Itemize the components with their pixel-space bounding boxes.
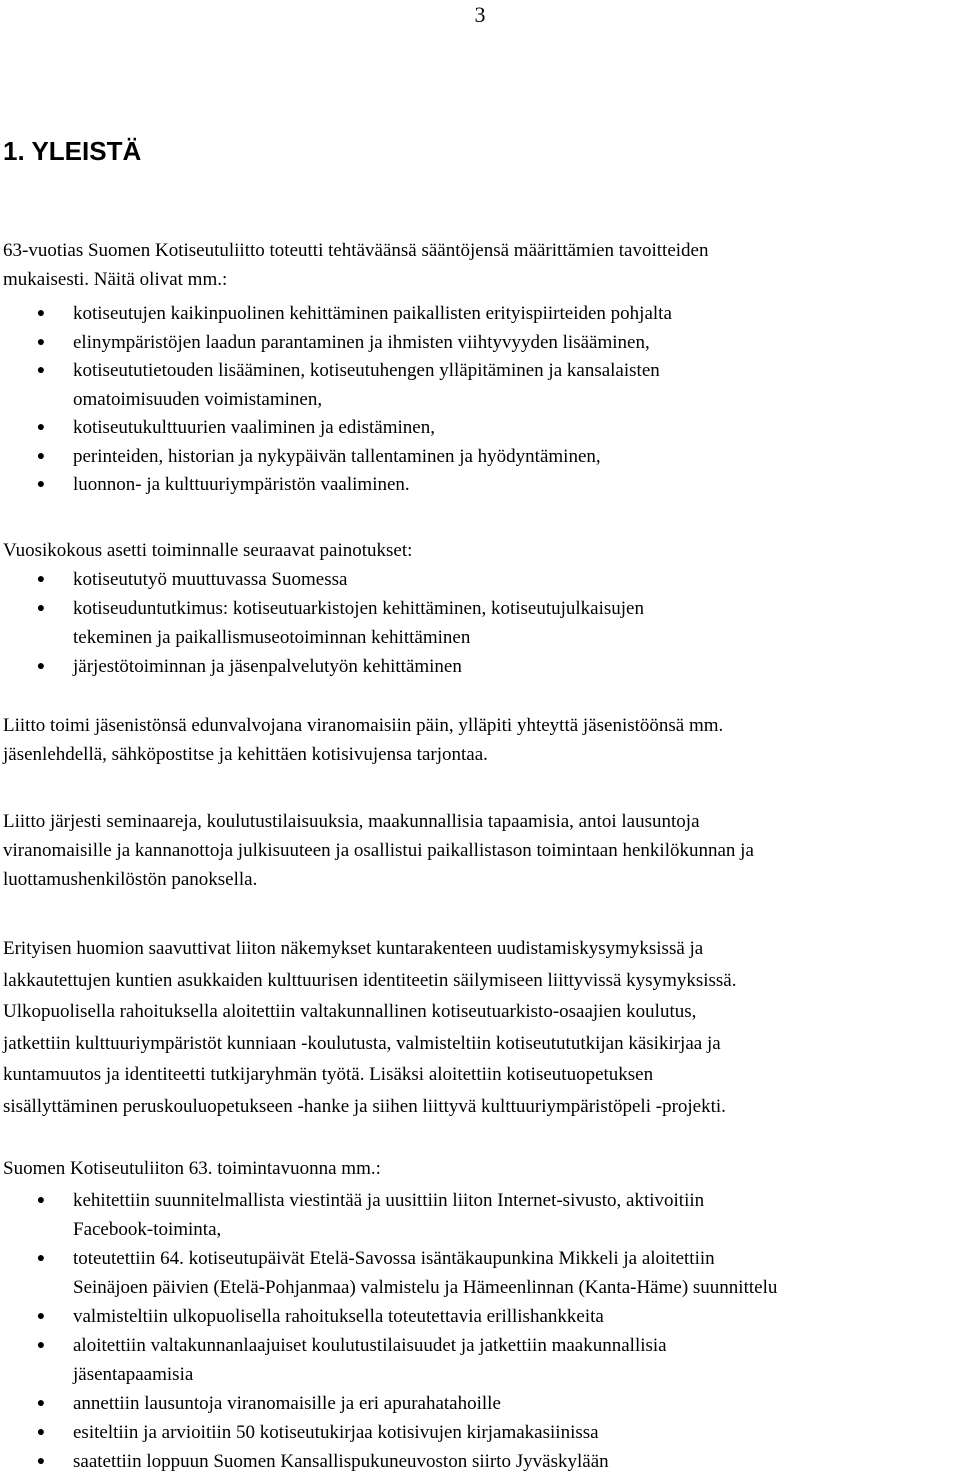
list-item: ● kotiseuduntutkimus: kotiseutuarkistojen kehittäminen, kotiseutujulkaisujen bbox=[0, 594, 960, 623]
list-item: ● kotiseututyö muuttuvassa Suomessa bbox=[0, 565, 960, 594]
list-item: ● kotiseututietouden lisääminen, kotiseutuhengen ylläpitäminen ja kansalaisten bbox=[0, 357, 960, 386]
list-item: ● kotiseutujen kaikinpuolinen kehittäminen paikallisten erityispiirteiden pohjalta bbox=[0, 300, 960, 329]
events-paragraph: Liitto järjesti seminaareja, koulutustilaisuuksia, maakunnallisia tapaamisia, antoi lausuntoja viranomaisille ja kannanottoja julkisuuteen ja osallistui paikallistason toimintaan henkilökunnan ja luottamushenkilöstön panoksella. bbox=[3, 811, 754, 890]
bullet-icon: ● bbox=[36, 1309, 46, 1324]
bullet-icon: ● bbox=[36, 1251, 46, 1266]
list-item: ● järjestötoiminnan ja jäsenpalvelutyön kehittäminen bbox=[0, 652, 960, 681]
list-item: ● kehitettiin suunnitelmallista viestintää ja uusittiin liiton Internet-sivusto, aktivoitiin bbox=[0, 1186, 960, 1215]
bullet-icon: ● bbox=[36, 477, 46, 492]
bullet-icon: ● bbox=[36, 1454, 46, 1469]
list-item: ● kotiseutukulttuurien vaaliminen ja edistäminen, bbox=[0, 414, 960, 443]
list-item: ● perinteiden, historian ja nykypäivän tallentaminen ja hyödyntäminen, bbox=[0, 443, 960, 472]
page-number: 3 bbox=[474, 2, 486, 27]
list-item: ● saatettiin loppuun Suomen Kansallispukuneuvoston siirto Jyväskylään bbox=[0, 1447, 960, 1476]
priorities-label: Vuosikokous asetti toiminnalle seuraavat painotukset: bbox=[3, 540, 413, 561]
list-item-continuation: Facebook-toiminta, bbox=[73, 1219, 222, 1240]
bullet-icon: ● bbox=[36, 363, 46, 378]
bullet-icon: ● bbox=[36, 448, 46, 464]
list-item-continuation: jäsentapaamisia bbox=[73, 1364, 194, 1385]
list-item: ● valmisteltiin ulkopuolisella rahoituksella toteutettavia erillishankkeita bbox=[0, 1302, 960, 1331]
list-item: ● annettiin lausuntoja viranomaisille ja eri apurahatahoille bbox=[0, 1389, 960, 1418]
intro-paragraph bbox=[3, 236, 954, 294]
list-item: ● elinympäristöjen laadun parantaminen ja ihmisten viihtyvyyden lisääminen, bbox=[0, 329, 960, 358]
list-item-continuation: omatoimisuuden voimistaminen, bbox=[73, 388, 323, 410]
list-item: ● luonnon- ja kulttuuriympäristön vaaliminen. bbox=[0, 471, 960, 500]
bullet-icon: ● bbox=[36, 601, 46, 616]
list-item-continuation: Seinäjoen päivien (Etelä-Pohjanmaa) valmistelu ja Hämeenlinnan (Kanta-Häme) suunnittelu bbox=[73, 1277, 778, 1298]
bullet-icon: ● bbox=[36, 659, 46, 674]
bullet-icon: ● bbox=[36, 334, 46, 350]
bullet-icon: ● bbox=[36, 572, 46, 587]
bullet-icon: ● bbox=[36, 1193, 46, 1208]
bullet-icon: ● bbox=[36, 306, 46, 321]
list-item: ● esiteltiin ja arvioitiin 50 kotiseutukirjaa kotisivujen kirjamakasiinissa bbox=[0, 1418, 960, 1447]
bullet-icon: ● bbox=[36, 1396, 46, 1411]
bullet-icon: ● bbox=[36, 1425, 46, 1440]
year-activities-list bbox=[0, 1186, 960, 1476]
bullet-icon: ● bbox=[36, 1338, 46, 1353]
list-item: ● aloitettiin valtakunnanlaajuiset koulutustilaisuudet ja jatkettiin maakunnallisia bbox=[0, 1331, 960, 1360]
special-attention-paragraph: Erityisen huomion saavuttivat liiton näkemykset kuntarakenteen uudistamiskysymyksissä ja lakkautettujen kuntien asukkaiden kulttuurisen identiteetin säilymiseen liittyvissä kysymyksissä. Ulkopuolisella rahoituksella aloitettiin valtakunnallinen kotiseutuarkisto-osaajien koulutus, jatkettiin kulttuuriympäristöt kunniaan -koulutusta, valmisteltiin kotiseutututkijan käsikirjaa ja kuntamuutos ja identiteetti tutkijaryhmän työtä. Lisäksi aloitettiin kotiseutuopetuksen sisällyttäminen peruskouluopetukseen -hanke ja siihen liittyvä kulttuuriympäristöpeli -projekti. bbox=[3, 938, 737, 1117]
list-item-continuation: tekeminen ja paikallismuseotoiminnan kehittäminen bbox=[73, 627, 471, 648]
bullet-icon: ● bbox=[36, 420, 46, 435]
intro-line: 63-vuotias Suomen Kotiseutuliitto toteutti tehtäväänsä sääntöjensä määrittämien tavoitteiden bbox=[3, 240, 709, 261]
advocacy-paragraph: Liitto toimi jäsenistönsä edunvalvojana viranomaisiin päin, ylläpiti yhteyttä jäsenistöönsä mm. jäsenlehdellä, sähköpostitse ja kehittäen kotisivujensa tarjontaa. bbox=[3, 715, 724, 765]
year-label: Suomen Kotiseutuliiton 63. toimintavuonna mm.: bbox=[3, 1158, 381, 1179]
goals-list bbox=[0, 300, 960, 500]
priorities-list bbox=[0, 565, 960, 681]
section-heading: 1. YLEISTÄ bbox=[3, 136, 142, 166]
list-item: ● toteutettiin 64. kotiseutupäivät Etelä-Savossa isäntäkaupunkina Mikkeli ja aloitettiin bbox=[0, 1244, 960, 1273]
intro-line: mukaisesti. Näitä olivat mm.: bbox=[3, 269, 228, 290]
